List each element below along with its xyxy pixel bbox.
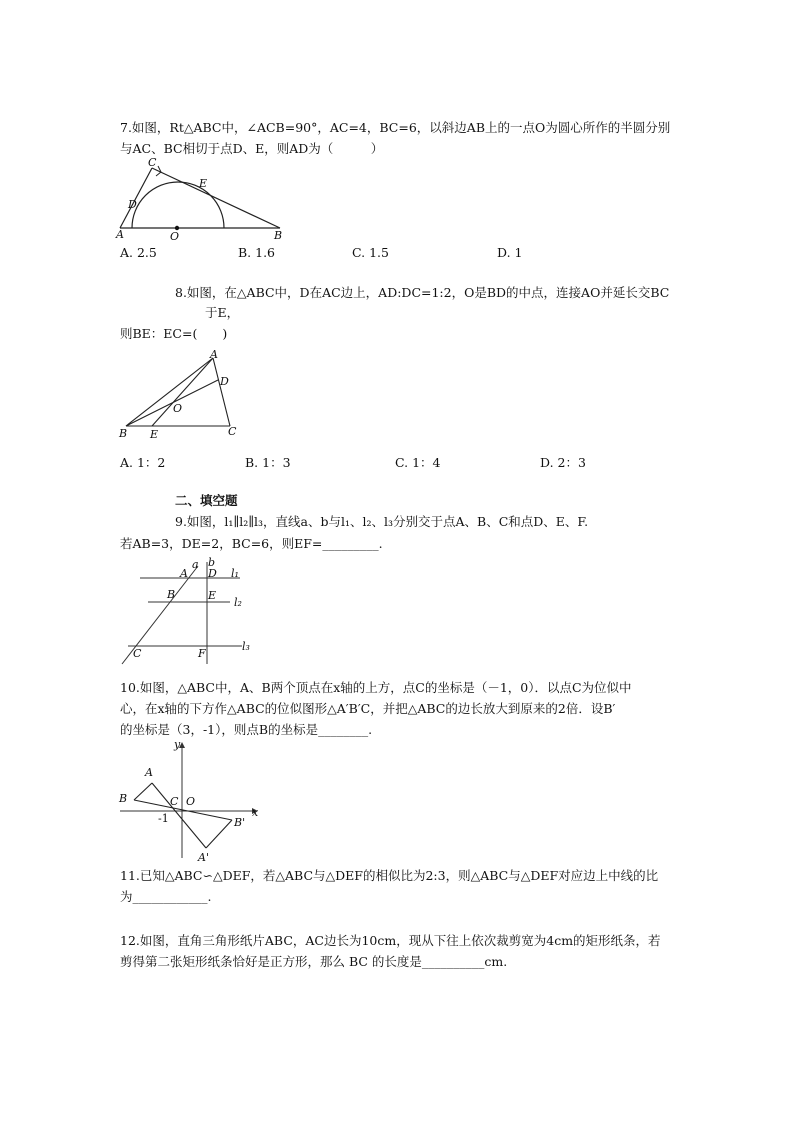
q7-label-e: E [199,177,208,190]
q10-label-y: y [174,738,181,751]
q9-label-d: D [208,567,217,580]
q8-option-d: D. 2：3 [540,455,586,470]
q8-line-3: 则BE：EC=( ) [120,326,228,341]
q10-label-minus1: -1 [158,812,169,825]
q8-label-d: D [220,375,229,388]
q10-label-o: O [186,795,196,808]
q7-label-b: B [274,229,283,242]
q10-label-b: B [119,792,128,805]
q7-figure [115,156,295,243]
q7-option-a: A. 2.5 [120,245,157,260]
q7-option-c: C. 1.5 [352,245,389,260]
q7-option-d: D. 1 [497,245,523,260]
q10-label-a-prime: A' [198,851,209,864]
q8-option-b: B. 1：3 [245,455,291,470]
q9-label-b: B [167,588,176,601]
q9-label-l3: l₃ [242,640,250,653]
q8-label-c: C [228,425,237,438]
q12-line-1: 12.如图，直角三角形纸片ABC，AC边长为10cm，现从下往上依次裁剪宽为4cm的矩形纸条，若 [120,933,661,948]
q10-line-3: 的坐标是（3，-1），则点B的坐标是________. [120,722,373,737]
q9-label-f: F [198,647,206,660]
q8-label-e: E [150,428,159,441]
q7-line-1: 7.如图，Rt△ABC中，∠ACB=90°，AC=4，BC=6，以斜边AB上的一点O为圆心所作的半圆分别 [120,120,671,135]
q8-label-a: A [210,348,218,361]
q9-label-a-line: a [192,558,199,571]
q9-figure [118,558,258,668]
q8-line-1: 8.如图，在△ABC中，D在AC边上，AD:DC=1:2，O是BD的中点，连接AO并延长交BC [175,285,670,300]
q7-label-a: A [116,228,124,241]
q9-label-c: C [133,647,142,660]
q7-line-2: 与AC、BC相切于点D、E，则AD为（ ） [120,141,384,156]
q7-option-b: B. 1.6 [238,245,276,260]
q10-line-2: 心，在x轴的下方作△ABC的位似图形△A′B′C，并把△ABC的边长放大到原来的2倍．设B′ [120,701,616,716]
q12-line-2: 剪得第二张矩形纸条恰好是正方形，那么 BC 的长度是__________cm. [120,954,508,969]
q9-label-b-line: b [208,556,216,569]
q11-line-2: 为____________. [120,889,212,904]
q9-label-l1: l₁ [231,567,239,580]
q8-figure [118,350,248,442]
q10-label-a: A [145,766,153,779]
q10-figure [118,740,263,865]
q9-line-1: 9.如图，l₁∥l₂∥l₃，直线a、b与l₁、l₂、l₃分别交于点A、B、C和点D、E、F. [175,514,589,529]
q9-line-2: 若AB=3，DE=2，BC=6，则EF=_________. [120,536,383,551]
q7-label-c: C [148,156,157,169]
q10-label-c: C [170,795,179,808]
q7-label-d: D [128,198,137,211]
q8-label-b: B [119,427,128,440]
q9-label-e: E [208,589,217,602]
q8-option-a: A. 1：2 [120,455,166,470]
section-2-title: 二、填空题 [175,493,238,508]
q10-label-b-prime: B' [234,816,246,829]
q10-line-1: 10.如图，△ABC中，A、B两个顶点在x轴的上方，点C的坐标是（－1，0）．以点C为位似中 [120,680,632,695]
q8-option-c: C. 1：4 [395,455,441,470]
q10-label-x: x [252,806,259,819]
q8-line-2: 于E， [205,305,240,320]
q9-label-a: A [180,567,188,580]
q8-label-o: O [173,402,183,415]
q7-label-o: O [170,230,180,243]
q9-label-l2: l₂ [234,596,242,609]
q11-line-1: 11.已知△ABC∽△DEF，若△ABC与△DEF的相似比为2:3，则△ABC与△DEF对应边上中线的比 [120,868,659,883]
